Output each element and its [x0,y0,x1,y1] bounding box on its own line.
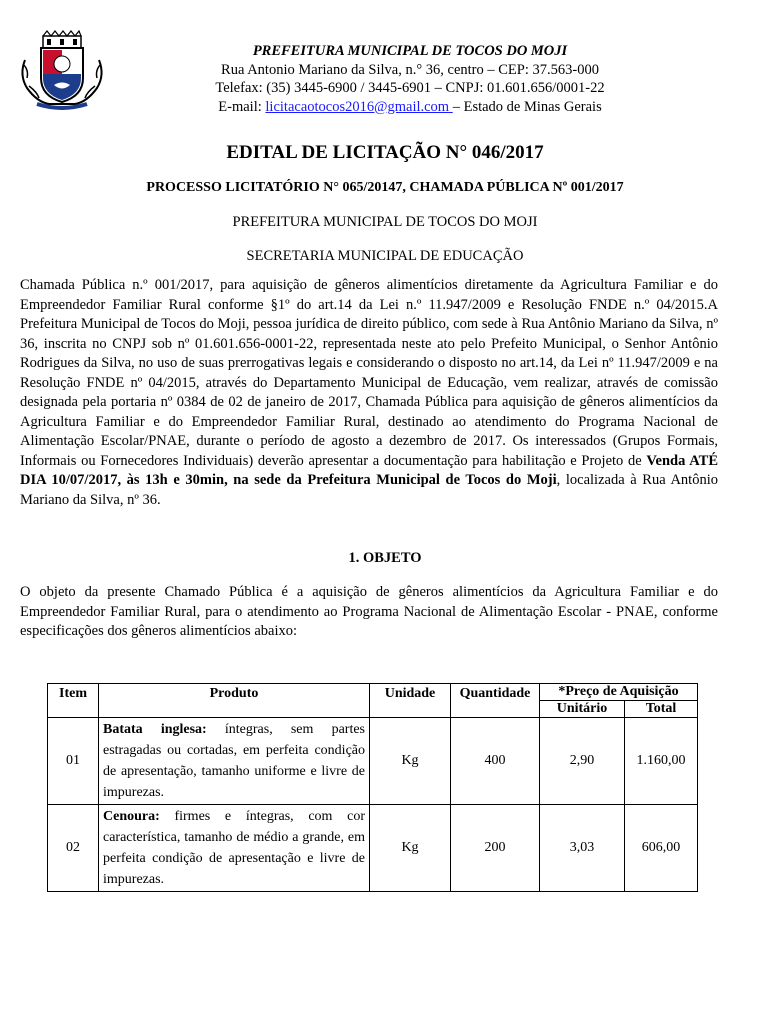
document-title: EDITAL DE LICITAÇÃO N° 046/2017 [226,142,544,163]
row-total: 1.160,00 [625,718,698,805]
intro-text: Chamada Pública n.º 001/2017, para aquisição de gêneros alimentícios diretamente da Agricultura Familiar e do Empreendedor Familiar Rural conforme §1º do art.14 da Lei n.º 11.947/2009 e Resolução FNDE n.º 04/2015.A Prefeitura Municipal de Tocos do Moji, pessoa jurídica de direito público, com sede à Rua Antônio Mariano da Silva, nº 36, inscrita no CNPJ sob nº 01.601.656-0001-22, representada neste ato pelo Prefeito Municipal, o Senhor Antônio Rodrigues da Silva, no uso de suas prerrogativas legais e considerando o disposto no art.14, da Lei nº 11.947/2009 e na Resolução FNDE nº 04/2015, através do Departamento Municipal de Educação, vem realizar, através de comissão designada pela portaria nº 0384 de 02 de janeiro de 2017, Chamada Pública para aquisição de gêneros alimentícios da Agricultura Familiar e do Empreendedor Familiar Rural, destinado ao atendimento do Programa Nacional de Alimentação Escolar/PNAE, durante o período de agosto a dezembro de 2017. Os interessados (Grupos Formais, Informais ou Fornecedores Individuais) deverão apresentar a documentação para habilitação e Projeto de [20,277,718,469]
row-item: 02 [48,805,99,892]
header-unidade: Unidade [370,684,451,718]
product-desc: íntegras, sem partes estragadas ou cortadas, em perfeita condição de apresentação, tamanho uniforme e livre de impurezas. [103,722,365,800]
intro-deadline: Venda ATÉ DIA 10/07/2017, às 13h e 30min, na sede da Prefeitura Municipal de Tocos do Moji [20,452,718,488]
table-row [48,718,698,805]
intro-paragraph [20,276,718,510]
header-preco: *Preço de Aquisição [540,684,698,701]
row-unitario: 3,03 [540,805,625,892]
process-number: PROCESSO LICITATÓRIO N° 065/20147, CHAMADA PÚBLICA Nº 001/2017 [146,180,624,195]
intro-end: , localizada à Rua Antônio Mariano da Silva, nº 36. [20,472,718,508]
row-unitario: 2,90 [540,718,625,805]
row-total: 606,00 [625,805,698,892]
product-name: Cenoura: [103,809,160,824]
phone-cnpj: Telefax: (35) 3445-6900 / 3445-6901 – CNPJ: 01.601.656/0001-22 [215,80,605,96]
address: Rua Antonio Mariano da Silva, n.° 36, centro – CEP: 37.563-000 [221,61,599,78]
header-unitario: Unitário [540,701,625,718]
row-item: 01 [48,718,99,805]
email-line [150,98,670,117]
product-desc: firmes e íntegras, com cor característica, tamanho de médio a grande, em perfeita condição de apresentação e livre de impurezas. [103,809,365,887]
municipality-name: PREFEITURA MUNICIPAL DE TOCOS DO MOJI [252,43,568,59]
products-table [47,683,698,892]
row-produto [99,718,370,805]
header-produto: Produto [99,684,370,718]
row-quantidade: 400 [451,718,540,805]
letterhead [150,42,670,116]
header-total: Total [625,701,698,718]
coat-of-arms-logo [17,30,107,110]
row-quantidade: 200 [451,805,540,892]
objeto-paragraph: O objeto da presente Chamado Pública é a aquisição de gêneros alimentícios da Agricultura Familiar e do Empreendedor Familiar Rural, para o atendimento ao Programa Nacional de Alimentação Escolar - PNAE, conforme especificações dos gêneros alimentícios abaixo: [20,584,718,639]
header-quantidade: Quantidade [451,684,540,718]
row-unidade: Kg [370,805,451,892]
product-name: Batata inglesa: [103,722,207,737]
row-produto [99,805,370,892]
row-unidade: Kg [370,718,451,805]
email-suffix: – Estado de Minas Gerais [452,98,602,115]
email-prefix: E-mail: [218,98,266,115]
header-item: Item [48,684,99,718]
email-link[interactable]: licitacaotocos2016@gmail.com [265,98,453,115]
secretaria-line: SECRETARIA MUNICIPAL DE EDUCAÇÃO [246,248,524,264]
prefeitura-line: PREFEITURA MUNICIPAL DE TOCOS DO MOJI [232,214,538,230]
table-row [48,805,698,892]
section-objeto-title: 1. OBJETO [348,550,422,566]
